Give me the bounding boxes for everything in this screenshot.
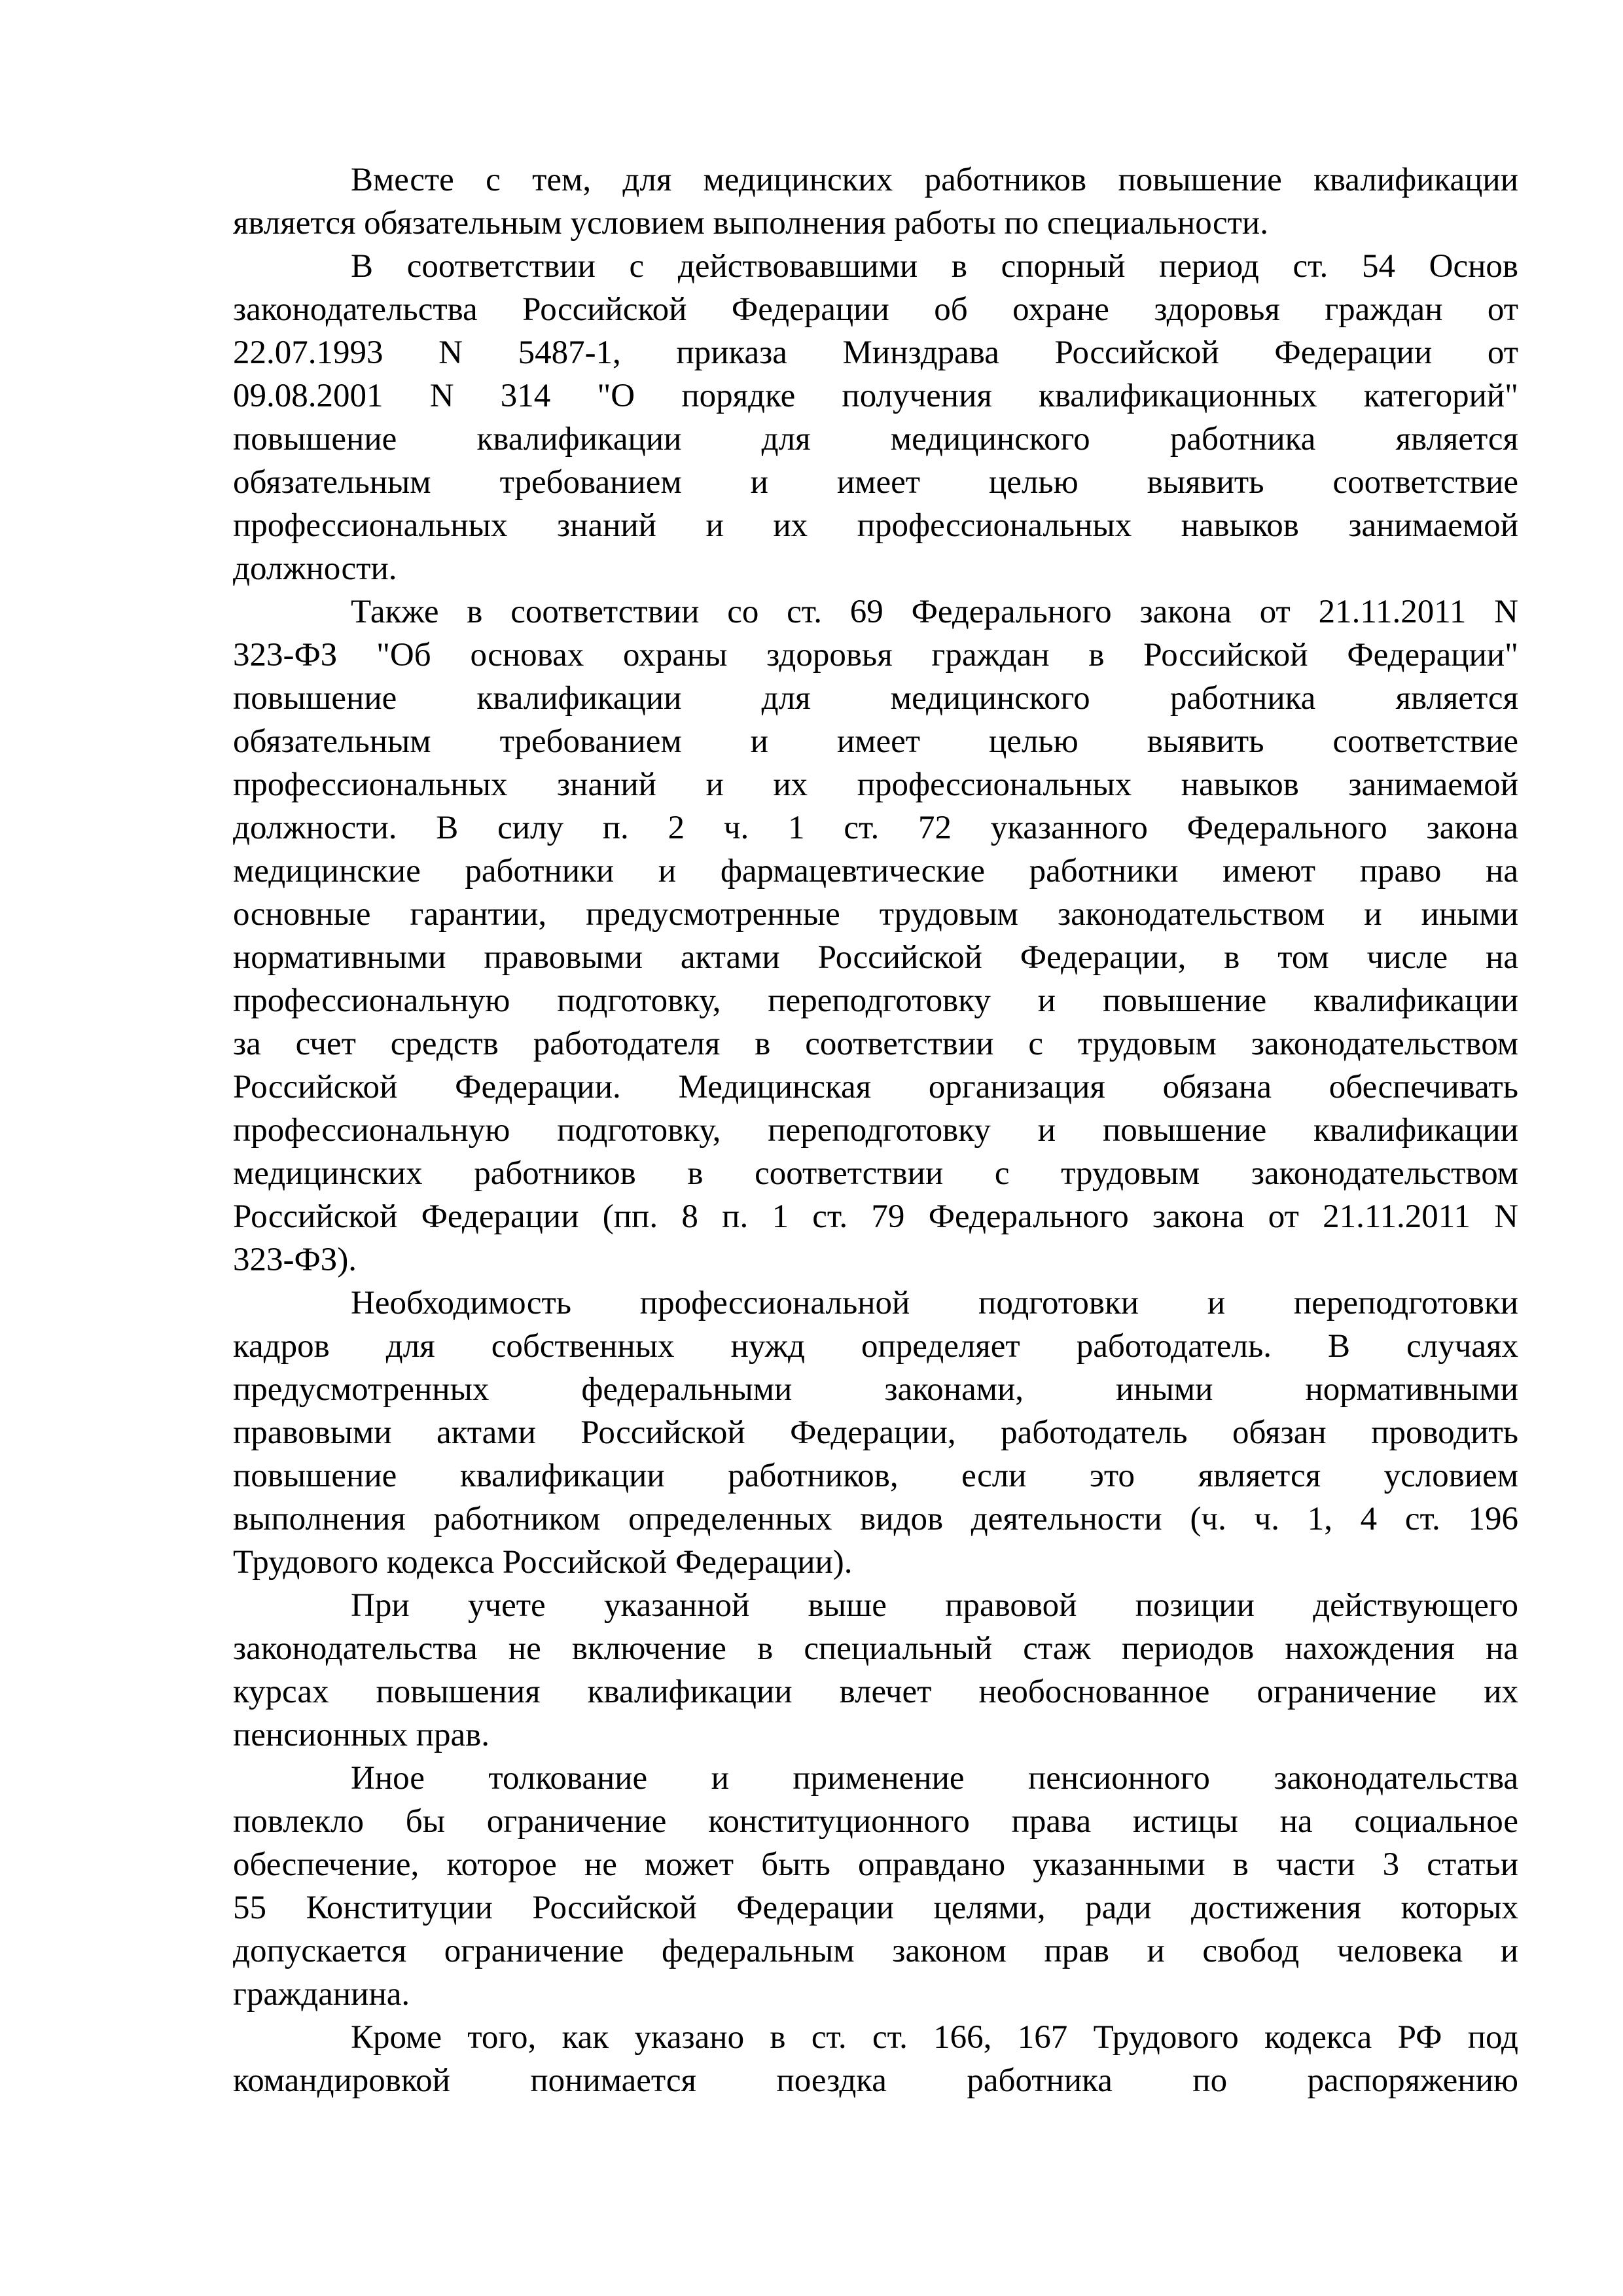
paragraph-6-line-2: повлекло бы ограничение конституционного права истицы на социальное bbox=[233, 1803, 1518, 1840]
paragraph-3-line-4: обязательным требованием и имеет целью выявить соответствие bbox=[233, 723, 1518, 760]
text-block bbox=[233, 158, 1518, 2102]
paragraph-3-line-11: за счет средств работодателя в соответствии с трудовым законодательством bbox=[233, 1026, 1518, 1062]
paragraph-3-line-2: 323-ФЗ "Об основах охраны здоровья граждан в Российской Федерации" bbox=[233, 637, 1518, 673]
paragraph-2-line-4: 09.08.2001 N 314 "О порядке получения квалификационных категорий" bbox=[233, 378, 1518, 414]
paragraph-3-line-14: медицинских работников в соответствии с трудовым законодательством bbox=[233, 1155, 1518, 1192]
paragraph-3-line-12: Российской Федерации. Медицинская организация обязана обеспечивать bbox=[233, 1069, 1518, 1105]
paragraph-6-line-5: допускается ограничение федеральным законом прав и свобод человека и bbox=[233, 1933, 1518, 1969]
paragraph-1 bbox=[233, 158, 1518, 245]
paragraph-5-line-2: законодательства не включение в специальный стаж периодов нахождения на bbox=[233, 1630, 1518, 1667]
paragraph-6-line-4: 55 Конституции Российской Федерации целями, ради достижения которых bbox=[233, 1890, 1518, 1926]
paragraph-4-line-6: выполнения работником определенных видов деятельности (ч. ч. 1, 4 ст. 196 bbox=[233, 1501, 1518, 1537]
paragraph-7 bbox=[233, 2016, 1518, 2102]
paragraph-3-line-5: профессиональных знаний и их профессиональных навыков занимаемой bbox=[233, 766, 1518, 803]
paragraph-2-line-7: профессиональных знаний и их профессиональных навыков занимаемой bbox=[233, 507, 1518, 544]
paragraph-4-line-5: повышение квалификации работников, если это является условием bbox=[233, 1458, 1518, 1494]
paragraph-7-line-1: Кроме того, как указано в ст. ст. 166, 167 Трудового кодекса РФ под bbox=[351, 2019, 1518, 2056]
paragraph-4-line-7: Трудового кодекса Российской Федерации). bbox=[233, 1544, 853, 1581]
paragraph-3-line-7: медицинские работники и фармацевтические работники имеют право на bbox=[233, 853, 1518, 889]
paragraph-6-line-6: гражданина. bbox=[233, 1976, 410, 2013]
paragraph-2-line-8: должности. bbox=[233, 550, 397, 587]
paragraph-1-line-2: является обязательным условием выполнения работы по специальности. bbox=[233, 205, 1268, 242]
paragraph-7-line-2: командировкой понимается поездка работника по распоряжению bbox=[233, 2062, 1518, 2099]
paragraph-3-line-6: должности. В силу п. 2 ч. 1 ст. 72 указанного Федерального закона bbox=[233, 810, 1518, 846]
paragraph-5 bbox=[233, 1584, 1518, 1757]
paragraph-3-line-9: нормативными правовыми актами Российской Федерации, в том числе на bbox=[233, 939, 1518, 976]
paragraph-2 bbox=[233, 245, 1518, 590]
paragraph-4-line-3: предусмотренных федеральными законами, иными нормативными bbox=[233, 1371, 1518, 1408]
paragraph-3 bbox=[233, 590, 1518, 1282]
paragraph-4-line-1: Необходимость профессиональной подготовки и переподготовки bbox=[351, 1285, 1518, 1321]
paragraph-6 bbox=[233, 1757, 1518, 2016]
paragraph-3-line-10: профессиональную подготовку, переподготовку и повышение квалификации bbox=[233, 982, 1518, 1019]
paragraph-6-line-1: Иное толкование и применение пенсионного законодательства bbox=[351, 1760, 1518, 1797]
paragraph-4 bbox=[233, 1282, 1518, 1584]
paragraph-4-line-4: правовыми актами Российской Федерации, работодатель обязан проводить bbox=[233, 1414, 1518, 1451]
paragraph-3-line-13: профессиональную подготовку, переподготовку и повышение квалификации bbox=[233, 1112, 1518, 1149]
paragraph-2-line-1: В соответствии с действовавшими в спорный период ст. 54 Основ bbox=[351, 248, 1518, 285]
paragraph-3-line-1: Также в соответствии со ст. 69 Федерального закона от 21.11.2011 N bbox=[351, 594, 1518, 630]
paragraph-3-line-15: Российской Федерации (пп. 8 п. 1 ст. 79 Федерального закона от 21.11.2011 N bbox=[233, 1198, 1518, 1235]
paragraph-5-line-4: пенсионных прав. bbox=[233, 1717, 490, 1753]
paragraph-1-line-1: Вместе с тем, для медицинских работников повышение квалификации bbox=[351, 162, 1518, 198]
paragraph-3-line-16: 323-ФЗ). bbox=[233, 1242, 357, 1278]
paragraph-5-line-3: курсах повышения квалификации влечет необоснованное ограничение их bbox=[233, 1674, 1518, 1710]
paragraph-2-line-2: законодательства Российской Федерации об охране здоровья граждан от bbox=[233, 291, 1518, 328]
paragraph-3-line-8: основные гарантии, предусмотренные трудовым законодательством и иными bbox=[233, 896, 1518, 933]
paragraph-5-line-1: При учете указанной выше правовой позиции действующего bbox=[351, 1587, 1518, 1624]
paragraph-2-line-6: обязательным требованием и имеет целью выявить соответствие bbox=[233, 464, 1518, 501]
paragraph-2-line-5: повышение квалификации для медицинского работника является bbox=[233, 421, 1518, 457]
paragraph-4-line-2: кадров для собственных нужд определяет работодатель. В случаях bbox=[233, 1328, 1518, 1365]
paragraph-6-line-3: обеспечение, которое не может быть оправдано указанными в части 3 статьи bbox=[233, 1846, 1518, 1883]
paragraph-3-line-3: повышение квалификации для медицинского работника является bbox=[233, 680, 1518, 717]
paragraph-2-line-3: 22.07.1993 N 5487-1, приказа Минздрава Российской Федерации от bbox=[233, 334, 1518, 371]
